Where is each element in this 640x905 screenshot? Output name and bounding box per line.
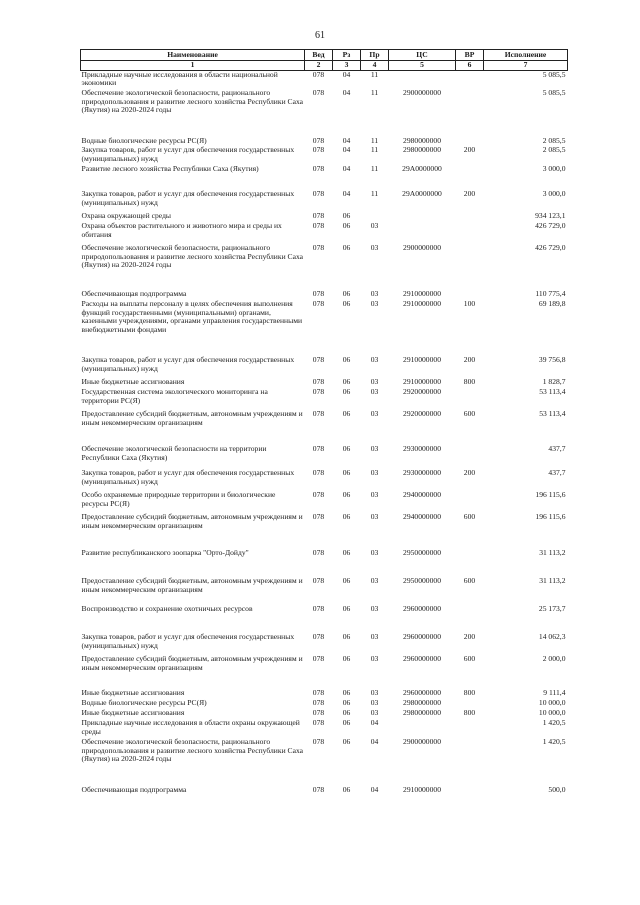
row-rz: 06 (342, 605, 351, 614)
table-row (81, 89, 568, 137)
row-cs (389, 70, 456, 89)
row-pr: 03 (370, 699, 379, 708)
table-row (81, 244, 568, 290)
row-amount: 2 085,5 (542, 146, 566, 155)
row-name: Предоставление субсидий бюджетным, автономным учреждениям и иным некоммерческим организациям (81, 655, 303, 672)
row-ved: 078 (312, 410, 325, 419)
row-amount: 5 085,5 (542, 70, 566, 79)
row-name: Охрана объектов растительного и животного мира и среды их обитания (81, 222, 282, 239)
row-amount: 500,0 (548, 786, 566, 795)
row-pr: 03 (370, 577, 379, 586)
row-pr: 11 (370, 70, 379, 79)
table-row (81, 410, 568, 445)
row-rz: 06 (342, 212, 351, 221)
row-pr: 11 (370, 165, 379, 174)
budget-table (80, 49, 568, 798)
header-index: 5 (389, 61, 456, 71)
table-row (81, 70, 568, 89)
row-ved: 078 (312, 689, 325, 698)
row-cs: 2960000000 (403, 605, 441, 614)
row-ved: 078 (312, 190, 325, 199)
row-ved: 078 (312, 356, 325, 365)
row-amount: 69 189,8 (538, 300, 566, 309)
row-name: Развитие лесного хозяйства Республики Саха (Якутия) (81, 165, 259, 174)
row-rz: 06 (342, 300, 351, 309)
row-ved: 078 (312, 605, 325, 614)
row-cs: 2960000000 (403, 655, 441, 664)
table-row (81, 469, 568, 491)
row-pr: 11 (370, 89, 379, 98)
row-amount: 10 000,0 (538, 699, 566, 708)
row-name: Предоставление субсидий бюджетным, автономным учреждениям и иным некоммерческим организациям (81, 577, 303, 594)
row-vr: 800 (463, 378, 476, 387)
row-vr: 600 (463, 410, 476, 419)
row-pr: 03 (370, 549, 379, 558)
row-rz: 04 (342, 70, 351, 79)
row-cs: 2960000000 (403, 689, 441, 698)
row-name: Закупка товаров, работ и услуг для обеспечения государственных (муниципальных) нужд (81, 190, 295, 207)
row-vr: 600 (463, 513, 476, 522)
row-vr: 600 (463, 655, 476, 664)
row-amount: 110 775,4 (535, 290, 566, 299)
row-pr: 11 (370, 137, 379, 146)
row-name: Обеспечение экологической безопасности, рационального природопользования и развитие лесного хозяйства Республики Саха (Якутия) на 2020-2024 годы (81, 244, 304, 270)
row-ved: 078 (312, 137, 325, 146)
row-cs: 2920000000 (403, 388, 441, 397)
row-vr (456, 290, 484, 300)
row-vr (456, 388, 484, 410)
row-vr (456, 699, 484, 709)
header-vr: ВР (456, 50, 484, 61)
header-index: 1 (81, 61, 305, 71)
row-vr (456, 549, 484, 577)
table-row (81, 738, 568, 786)
row-vr: 200 (463, 190, 476, 199)
table-row (81, 290, 568, 300)
row-cs: 2940000000 (403, 491, 441, 500)
row-name: Иные бюджетные ассигнования (81, 689, 185, 698)
row-amount: 437,7 (548, 445, 566, 454)
row-cs: 2910000000 (403, 786, 441, 795)
row-name: Водные биологические ресурсы РС(Я) (81, 137, 207, 146)
row-amount: 10 000,0 (538, 709, 566, 718)
row-ved: 078 (312, 300, 325, 309)
row-rz: 06 (342, 513, 351, 522)
row-vr (456, 89, 484, 137)
row-name: Иные бюджетные ассигнования (81, 378, 185, 387)
row-vr: 800 (463, 709, 476, 718)
row-vr: 200 (463, 356, 476, 365)
row-ved: 078 (312, 244, 325, 253)
row-ved: 078 (312, 719, 325, 728)
row-cs: 2950000000 (403, 549, 441, 558)
row-rz: 06 (342, 356, 351, 365)
row-name: Закупка товаров, работ и услуг для обеспечения государственных (муниципальных) нужд (81, 633, 295, 650)
row-rz: 06 (342, 709, 351, 718)
table-row (81, 222, 568, 244)
row-rz: 06 (342, 290, 351, 299)
table-row (81, 699, 568, 709)
row-name: Охрана окружающей среды (81, 212, 172, 221)
row-amount: 53 113,4 (539, 388, 566, 397)
row-pr: 11 (370, 190, 379, 199)
row-ved: 078 (312, 165, 325, 174)
row-name: Обеспечивающая подпрограмма (81, 786, 187, 795)
row-ved: 078 (312, 388, 325, 397)
table-row (81, 388, 568, 410)
row-cs: 2900000000 (403, 738, 441, 747)
row-rz: 06 (342, 388, 351, 397)
row-vr (456, 244, 484, 290)
row-name: Иные бюджетные ассигнования (81, 709, 185, 718)
row-rz: 06 (342, 222, 351, 231)
row-ved: 078 (312, 222, 325, 231)
row-pr: 04 (370, 719, 379, 728)
row-vr: 200 (463, 469, 476, 478)
row-amount: 39 756,8 (538, 356, 566, 365)
row-name: Закупка товаров, работ и услуг для обеспечения государственных (муниципальных) нужд (81, 146, 295, 163)
row-pr: 04 (370, 786, 379, 795)
row-cs: 2930000000 (403, 469, 441, 478)
row-cs: 2900000000 (403, 244, 441, 253)
row-rz: 06 (342, 738, 351, 747)
row-pr (361, 212, 389, 222)
row-cs: 2980000000 (403, 137, 441, 146)
row-cs: 2940000000 (403, 513, 441, 522)
row-pr: 03 (370, 709, 379, 718)
row-name: Закупка товаров, работ и услуг для обеспечения государственных (муниципальных) нужд (81, 469, 295, 486)
row-vr (456, 137, 484, 146)
table-row (81, 491, 568, 513)
row-rz: 04 (342, 137, 351, 146)
row-vr (456, 222, 484, 244)
row-rz: 06 (342, 445, 351, 454)
row-rz: 04 (342, 190, 351, 199)
row-rz: 06 (342, 689, 351, 698)
row-cs: 2910000000 (403, 356, 441, 365)
row-vr (456, 165, 484, 190)
row-rz: 04 (342, 165, 351, 174)
row-cs: 2920000000 (403, 410, 441, 419)
row-amount: 5 085,5 (542, 89, 566, 98)
row-pr: 03 (370, 469, 379, 478)
row-rz: 06 (342, 719, 351, 728)
header-rz: Рз (333, 50, 361, 61)
row-name: Государственная система экологического мониторинга на территории РС(Я) (81, 388, 268, 405)
row-amount: 1 828,7 (542, 378, 566, 387)
row-amount: 53 113,4 (539, 410, 566, 419)
row-vr: 600 (463, 577, 476, 586)
table-row (81, 633, 568, 655)
row-cs: 2910000000 (403, 378, 441, 387)
table-row (81, 786, 568, 798)
table-row (81, 190, 568, 212)
row-pr: 03 (370, 605, 379, 614)
row-pr: 11 (370, 146, 379, 155)
row-pr: 03 (370, 633, 379, 642)
row-ved: 078 (312, 633, 325, 642)
table-row (81, 378, 568, 388)
row-ved: 078 (312, 212, 325, 221)
row-amount: 9 111,4 (543, 689, 566, 698)
table-row (81, 719, 568, 738)
row-amount: 196 115,6 (535, 491, 566, 500)
row-vr (456, 786, 484, 798)
row-vr (456, 738, 484, 786)
header-index: 2 (305, 61, 333, 71)
row-name: Особо охраняемые природные территории и биологические ресурсы РС(Я) (81, 491, 276, 508)
row-cs: 2900000000 (403, 89, 441, 98)
table-row (81, 577, 568, 605)
row-ved: 078 (312, 70, 325, 79)
row-rz: 06 (342, 491, 351, 500)
row-amount: 2 085,5 (542, 137, 566, 146)
row-rz: 06 (342, 469, 351, 478)
row-cs: 2950000000 (403, 577, 441, 586)
row-amount: 426 729,0 (535, 222, 566, 231)
row-pr: 03 (370, 378, 379, 387)
row-name: Закупка товаров, работ и услуг для обеспечения государственных (муниципальных) нужд (81, 356, 295, 373)
row-cs (389, 719, 456, 738)
row-ved: 078 (312, 146, 325, 155)
row-ved: 078 (312, 378, 325, 387)
row-name: Прикладные научные исследования в области охраны окружающей среды (81, 719, 300, 736)
row-pr: 04 (370, 738, 379, 747)
row-amount: 3 000,0 (542, 165, 566, 174)
row-pr: 03 (370, 356, 379, 365)
row-amount: 426 729,0 (535, 244, 566, 253)
table-row (81, 165, 568, 190)
row-rz: 06 (342, 244, 351, 253)
row-rz: 06 (342, 549, 351, 558)
row-vr (456, 605, 484, 633)
row-amount: 437,7 (548, 469, 566, 478)
header-cs: ЦС (389, 50, 456, 61)
row-vr (456, 70, 484, 89)
row-pr: 03 (370, 445, 379, 454)
row-rz: 06 (342, 786, 351, 795)
row-pr: 03 (370, 244, 379, 253)
row-name: Прикладные научные исследования в области национальной экономики (81, 70, 278, 88)
row-amount: 14 062,3 (538, 633, 566, 642)
header-index-row (81, 61, 568, 71)
table-row (81, 605, 568, 633)
row-cs (389, 222, 456, 244)
row-vr: 200 (463, 146, 476, 155)
row-rz: 06 (342, 699, 351, 708)
header-ved: Вед (305, 50, 333, 61)
row-cs: 2930000000 (403, 445, 441, 454)
row-amount: 1 420,5 (542, 719, 566, 728)
row-cs: 2910000000 (403, 290, 441, 299)
row-ved: 078 (312, 577, 325, 586)
row-amount: 31 113,2 (539, 577, 566, 586)
row-ved: 078 (312, 738, 325, 747)
row-amount: 934 123,1 (535, 212, 566, 221)
row-name: Обеспечивающая подпрограмма (81, 290, 187, 299)
row-vr: 200 (463, 633, 476, 642)
row-rz: 06 (342, 577, 351, 586)
row-pr: 03 (370, 300, 379, 309)
row-ved: 078 (312, 786, 325, 795)
table-row (81, 356, 568, 378)
row-cs: 2960000000 (403, 633, 441, 642)
row-pr: 03 (370, 388, 379, 397)
header-name: Наименование (81, 50, 305, 61)
page-number: 61 (315, 30, 325, 41)
header-row (81, 50, 568, 61)
row-amount: 25 173,7 (538, 605, 566, 614)
row-pr: 03 (370, 689, 379, 698)
row-ved: 078 (312, 290, 325, 299)
row-name: Водные биологические ресурсы РС(Я) (81, 699, 207, 708)
row-pr: 03 (370, 222, 379, 231)
table-row (81, 709, 568, 719)
row-name: Развитие республиканского зоопарка "Орто-Дойду" (81, 549, 249, 558)
table-row (81, 655, 568, 689)
row-pr: 03 (370, 410, 379, 419)
row-amount: 1 420,5 (542, 738, 566, 747)
header-index: 7 (484, 61, 568, 71)
row-vr (456, 491, 484, 513)
row-vr (456, 212, 484, 222)
row-rz: 04 (342, 146, 351, 155)
header-index: 4 (361, 61, 389, 71)
row-ved: 078 (312, 469, 325, 478)
row-ved: 078 (312, 89, 325, 98)
table-row (81, 445, 568, 469)
row-cs: 2910000000 (403, 300, 441, 309)
row-name: Предоставление субсидий бюджетным, автономным учреждениям и иным некоммерческим организациям (81, 513, 303, 530)
row-pr: 03 (370, 290, 379, 299)
row-cs: 29А0000000 (402, 165, 442, 174)
row-ved: 078 (312, 549, 325, 558)
row-pr: 03 (370, 655, 379, 664)
row-vr: 100 (463, 300, 476, 309)
row-name: Воспроизводство и сохранение охотничьих ресурсов (81, 605, 253, 614)
row-cs: 2980000000 (403, 699, 441, 708)
row-ved: 078 (312, 513, 325, 522)
row-cs (389, 212, 456, 222)
row-cs: 29А0000000 (402, 190, 442, 199)
row-name: Обеспечение экологической безопасности, рационального природопользования и развитие лесного хозяйства Республики Саха (Якутия) на 2020-2024 годы (81, 89, 304, 115)
row-amount: 3 000,0 (542, 190, 566, 199)
row-ved: 078 (312, 445, 325, 454)
row-ved: 078 (312, 491, 325, 500)
row-name: Обеспечение экологической безопасности на территории Республики Саха (Якутия) (81, 445, 267, 462)
row-vr: 800 (463, 689, 476, 698)
table-row (81, 513, 568, 549)
row-amount: 2 000,0 (542, 655, 566, 664)
header-index: 3 (333, 61, 361, 71)
row-name: Предоставление субсидий бюджетным, автономным учреждениям и иным некоммерческим организациям (81, 410, 303, 427)
table-row (81, 300, 568, 356)
header-index: 6 (456, 61, 484, 71)
row-amount: 196 115,6 (535, 513, 566, 522)
table-row (81, 146, 568, 165)
header-pr: Пр (361, 50, 389, 61)
row-rz: 04 (342, 89, 351, 98)
row-name: Расходы на выплаты персоналу в целях обеспечения выполнения функций государственными (муниципальными) органами, казенными учреждениями, органами управления государственными внебюджетными фондами (81, 300, 303, 334)
row-pr: 03 (370, 491, 379, 500)
row-name: Обеспечение экологической безопасности, рационального природопользования и развитие лесного хозяйства Республики Саха (Якутия) на 2020-2024 годы (81, 738, 304, 764)
table-row (81, 689, 568, 699)
row-pr: 03 (370, 513, 379, 522)
row-ved: 078 (312, 709, 325, 718)
row-vr (456, 719, 484, 738)
table-row (81, 549, 568, 577)
table-row (81, 137, 568, 146)
row-rz: 06 (342, 633, 351, 642)
row-ved: 078 (312, 655, 325, 664)
header-amount: Исполнение (484, 50, 568, 61)
row-amount: 31 113,2 (539, 549, 566, 558)
row-rz: 06 (342, 378, 351, 387)
row-rz: 06 (342, 655, 351, 664)
row-vr (456, 445, 484, 469)
row-cs: 2980000000 (403, 146, 441, 155)
row-cs: 2980000000 (403, 709, 441, 718)
table-row (81, 212, 568, 222)
row-ved: 078 (312, 699, 325, 708)
row-rz: 06 (342, 410, 351, 419)
